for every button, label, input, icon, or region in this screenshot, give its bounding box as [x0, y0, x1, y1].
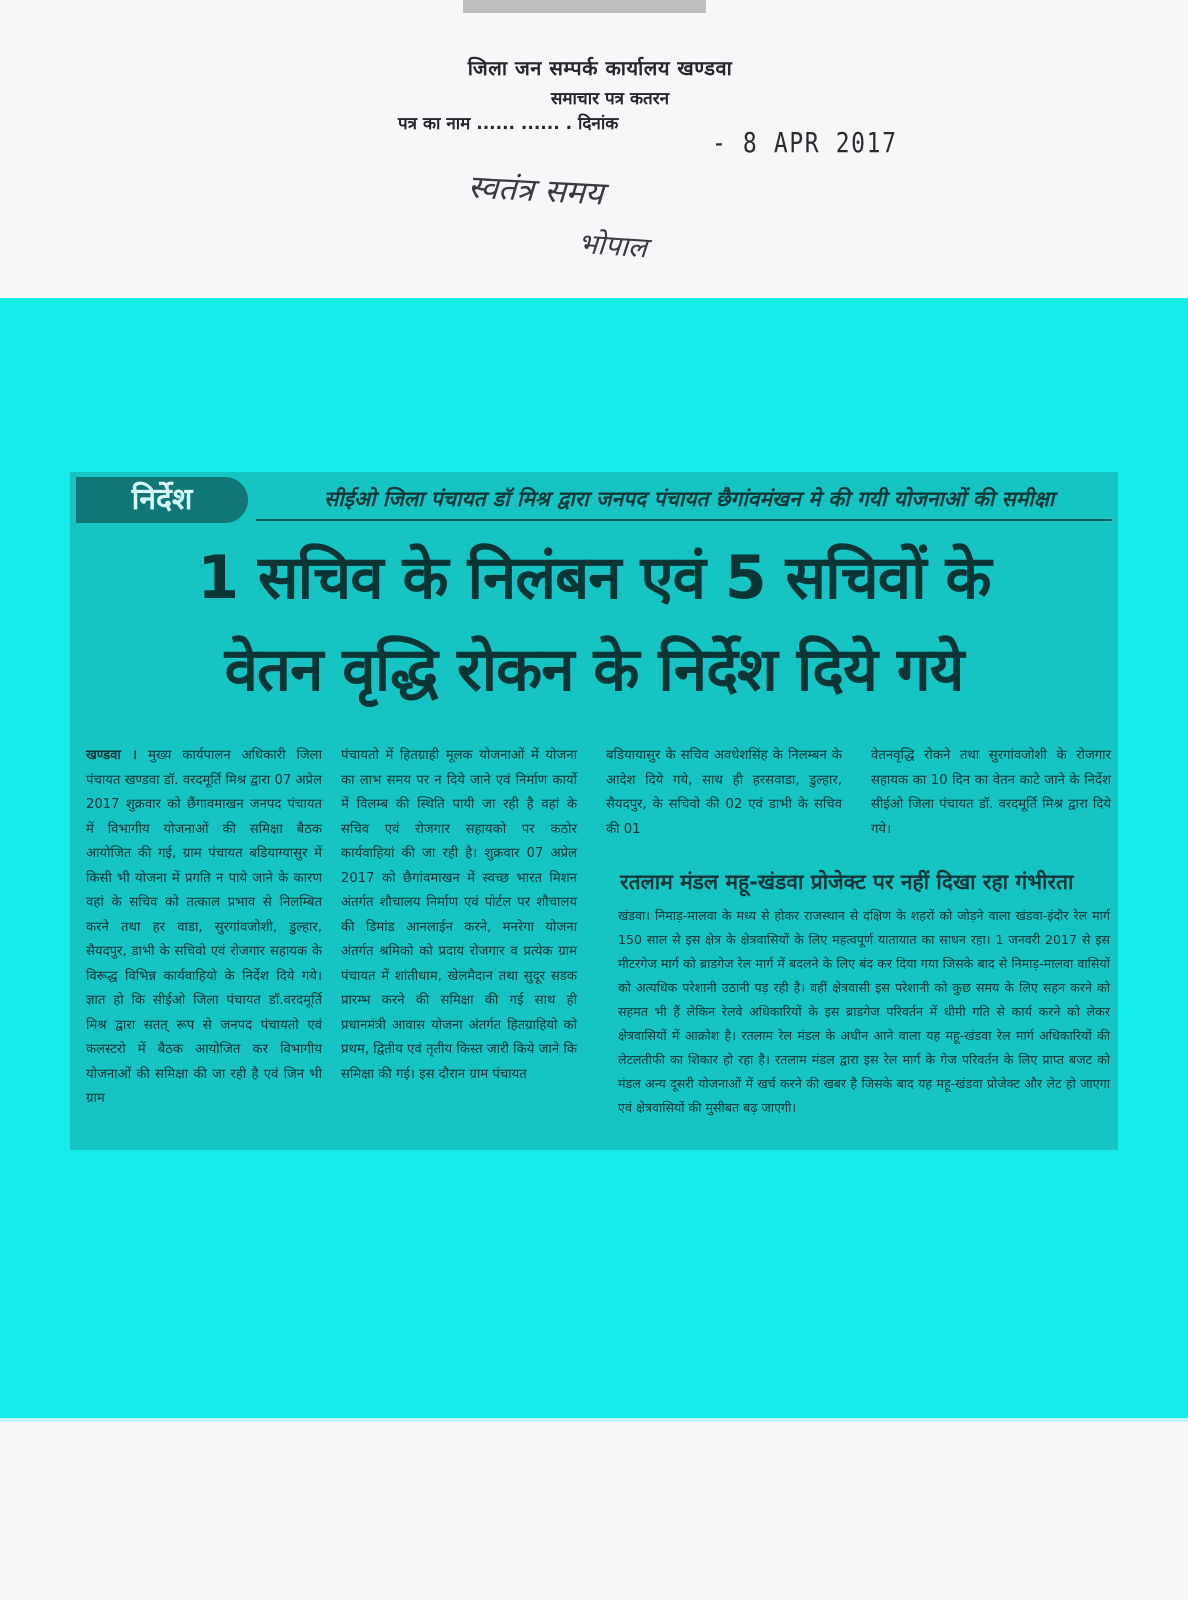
column-1-text: मुख्य कार्यपालन अधिकारी जिला पंचायत खण्डवा डॉ. वरदमूर्ति मिश्र द्वारा 07 अप्रेल 2017 शुक्रवार को छैंगावमाखन जनपद पंचायत में विभागीय योजनाओं की समिक्षा बैठक आयोजित की गई, ग्राम पंचायत बडियाग्यासुर में किसी भी योजना में प्रगति न पाये जाने के कारण वहां के सचिव को तत्काल प्रभाव से निलम्बित करने तथा हर वाडा, सुरगांवजोशी, डुल्हार, सैयदपुर, डाभी के सचिवो एवं रोजगार सहायक के विरूद्ध विभिन्न कार्यवाहियो के निर्देश दिये गये। ज्ञात हो कि सीईओ जिला पंचायत डॉ.वरदमूर्ति मिश्र द्वारा सतत् रूप से जनपद पंचायतो एवं कलस्टरो में बैठक आयोजित कर विभागीय योजनाओं की समिक्षा की जा रही है एवं जिन भी ग्राम — [86, 748, 322, 1106]
press-clipping-stamp — [0, 40, 1188, 159]
article-column-2: पंचायतो में हितग्राही मूलक योजनाओं में योजना का लाभ समय पर न दिये जाने एवं निर्माण कार्यो में विलम्ब की स्थिति पायी जा रही है वहां के सचिव एवं रोजगार सहायको पर कठोर कार्यवाहियां की जा रही है। शुक्रवार 07 अप्रेल 2017 को छैगांवमाखन में स्वच्छ भारत मिशन अंतर्गत शौचालय निर्माण एवं पोर्टल पर शौचालय की डिमांड आनलाईन करने, मनरेगा योजना अंतर्गत श्रमिको को प्रदाय रोजगार व प्रत्येक ग्राम पंचायत में शांतीधाम, खेलमैदान तथा सुदूर सडक प्रारम्भ करने की समिक्षा की गई साथ ही प्रधानमंत्री आवास योजना अंतर्गत हितग्राहियो को प्रथम, द्वितीय एवं तृतीय किस्त जारी किये जाने कि समिक्षा की गई। इस दौरान ग्राम पंचायत — [341, 748, 577, 1082]
kicker-row — [76, 477, 1112, 523]
handwritten-city: भोपाल — [576, 226, 649, 265]
stamp-subtitle: समाचार पत्र कतरन — [550, 89, 670, 109]
headline — [70, 532, 1118, 716]
kicker-label: निर्देश — [76, 477, 248, 523]
article-column-1 — [86, 744, 322, 1112]
sub-article-body: खंडवा। निमाड़-मालवा के मध्य से होकर राजस्थान से दक्षिण के शहरों को जोड़ने वाला खंडवा-इंदौर रेल मार्ग 150 साल से इस क्षेत्र के क्षेत्रवासियों के लिए महत्वपूर्ण यातायात का साधन रहा। 1 जनवरी 2017 से इस मीटरगेज मार्ग को ब्राडगेज रेल मार्ग में बदलने के लिए बंद कर दिया गया जिसके बाद से निमाड़-मालवा वासियों को अत्यधिक परेशानी उठानी पड़ रही है। वहीं क्षेत्रवासी इस परेशानी को कुछ समय के लिए सहन करने को सहमत भी हैं लेकिन रेलवे अधिकारियों के इस ब्राडगेज परिवर्तन में धीमी गति से कार्य करने को लेकर क्षेत्रवासियों में आक्रोश है। रतलाम रेल मंडल के अधीन आने वाला यह महू-खंडवा रेल मार्ग अधिकारियों की लेटलतीफी का शिकार हो रहा है। रतलाम मंडल द्वारा इस रेल मार्ग के गेज परिवर्तन के लिए प्राप्त बजट को मंडल अन्य दूसरी योजनाओं में खर्च करने की खबर है जिसके बाद यह महू-खंडवा प्रोजेक्ट और लेट हो जाएगा एवं क्षेत्रवासियों की मुसीबत बढ़ जाएगी। — [618, 908, 1110, 1115]
headline-line-1: 1 सचिव के निलंबन एवं 5 सचिवों के — [197, 543, 991, 613]
handwritten-newspaper-name: स्वतंत्र समय — [467, 167, 605, 213]
scanner-top-strip — [463, 0, 706, 13]
band-bottom-edge — [0, 1418, 1188, 1422]
article-column-3: बडियायासुर के सचिव अवधेशसिंह के निलम्बन के आदेश दिये गये, साथ ही हरसवाडा, डुल्हार, सैयदपुर, के सचिवो की 02 एवं डाभी के सचिव की 01 — [606, 748, 842, 837]
stamp-date: - 8 APR 2017 — [712, 126, 898, 159]
dateline: खण्डवा । — [86, 748, 138, 763]
kicker-text: सीईओ जिला पंचायत डॉ मिश्र द्वारा जनपद पंचायत छैगांवमंखन मे की गयी योजनाओं की समीक्षा — [324, 487, 1055, 511]
article-column-4: वेतनवृद्धि रोकने तथा सुरगांवजोशी के रोजगार सहायक का 10 दिन का वेतन काटे जाने के निर्देश सीईओ जिला पंचायत डॉ. वरदमूर्ति मिश्र द्वारा दिये गये। — [871, 748, 1111, 837]
sub-article-headline: रतलाम मंडल महू-खंडवा प्रोजेक्ट पर नहीं दिखा रहा गंभीरता — [620, 870, 1074, 894]
kicker-divider — [256, 519, 1112, 521]
headline-line-2: वेतन वृद्धि रोकन के निर्देश दिये गये — [224, 635, 964, 705]
stamp-newspaper-line: पत्र का नाम ...... ...... . दिनांक — [398, 114, 619, 134]
stamp-office-name: जिला जन सम्पर्क कार्यालय खण्डवा — [467, 56, 733, 80]
news-clipping — [70, 472, 1118, 1150]
